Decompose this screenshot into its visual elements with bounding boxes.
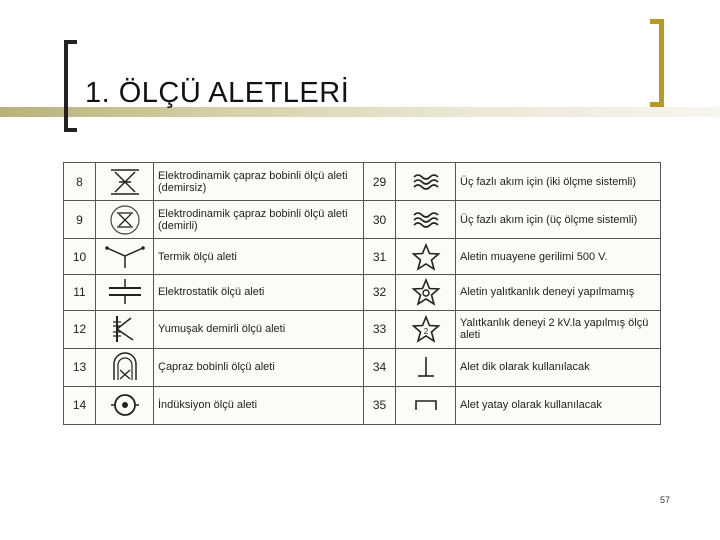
right-description: Alet dik olarak kullanılacak (456, 348, 661, 386)
left-number: 13 (64, 348, 96, 386)
left-description: Elektrodinamik çapraz bobinli ölçü aleti (demirsiz) (154, 163, 364, 201)
right-number: 34 (364, 348, 396, 386)
right-description: Aletin yalıtkanlık deneyi yapılmamış (456, 274, 661, 310)
right-description: Alet yatay olarak kullanılacak (456, 386, 661, 424)
thermal-icon (96, 239, 154, 275)
three-wave-icon (396, 201, 456, 239)
right-number: 35 (364, 386, 396, 424)
page-title: 1. ÖLÇÜ ALETLERİ (85, 77, 350, 109)
symbols-table-image (63, 162, 660, 425)
left-description: Termik ölçü aleti (154, 239, 364, 275)
horizontal-position-icon (396, 386, 456, 424)
left-description: Elektrostatik ölçü aleti (154, 274, 364, 310)
left-description: Elektrodinamik çapraz bobinli ölçü aleti (demirli) (154, 201, 364, 239)
induction-icon (96, 386, 154, 424)
right-number: 33 (364, 310, 396, 348)
right-description: Üç fazlı akım için (iki ölçme sistemli) (456, 163, 661, 201)
star-zero-icon (396, 274, 456, 310)
left-number: 11 (64, 274, 96, 310)
right-description: Aletin muayene gerilimi 500 V. (456, 239, 661, 275)
star-two-icon (396, 310, 456, 348)
left-number: 10 (64, 239, 96, 275)
left-description: İndüksiyon ölçü aleti (154, 386, 364, 424)
right-number: 29 (364, 163, 396, 201)
left-number: 8 (64, 163, 96, 201)
instrument-symbols-table (63, 162, 661, 425)
electrostatic-icon (96, 274, 154, 310)
crossed-coil-icon (96, 348, 154, 386)
electrodynamic-crossed-coil-iron-icon (96, 201, 154, 239)
left-number: 9 (64, 201, 96, 239)
table-row (64, 310, 661, 348)
electrodynamic-crossed-coil-icon (96, 163, 154, 201)
right-description: Üç fazlı akım için (üç ölçme sistemli) (456, 201, 661, 239)
right-bracket-decoration (650, 19, 664, 107)
right-description: Yalıtkanlık deneyi 2 kV.la yapılmış ölçü aleti (456, 310, 661, 348)
right-number: 31 (364, 239, 396, 275)
table-row (64, 239, 661, 275)
table-row (64, 201, 661, 239)
table-row (64, 274, 661, 310)
page-number: 57 (660, 495, 671, 505)
right-number: 30 (364, 201, 396, 239)
right-number: 32 (364, 274, 396, 310)
left-description: Çapraz bobinli ölçü aleti (154, 348, 364, 386)
three-wave-icon (396, 163, 456, 201)
vertical-position-icon (396, 348, 456, 386)
star-icon (396, 239, 456, 275)
left-description: Yumuşak demirli ölçü aleti (154, 310, 364, 348)
table-row (64, 348, 661, 386)
soft-iron-icon (96, 310, 154, 348)
table-row (64, 386, 661, 424)
left-number: 14 (64, 386, 96, 424)
table-row (64, 163, 661, 201)
svg-text:2: 2 (423, 327, 428, 337)
left-number: 12 (64, 310, 96, 348)
left-bracket-decoration (64, 40, 77, 132)
